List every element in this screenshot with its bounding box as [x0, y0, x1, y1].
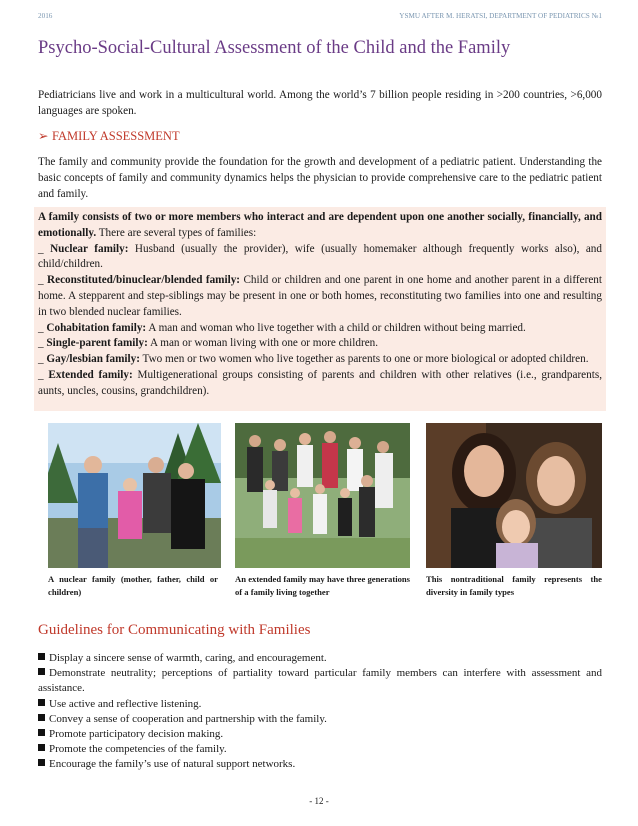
- family-type-item: _ Nuclear family: Husband (usually the provider), wife (usually homemaker although frequently works also), and child/children.: [38, 242, 602, 271]
- family-types-text: [38, 210, 602, 400]
- figure-caption: An extended family may have three generations of a family living together: [235, 574, 410, 597]
- section-heading-guidelines: Guidelines for Communicating with Families: [38, 622, 311, 638]
- list-item: Demonstrate neutrality; perceptions of partiality toward particular family members can interfere with assessment and assistance.: [38, 667, 602, 695]
- family-type-item: _ Cohabitation family: A man and woman who live together with a child or children without being married.: [38, 321, 526, 334]
- guidelines-list: [38, 651, 602, 773]
- list-item: Promote participatory decision making.: [38, 727, 602, 742]
- section-heading-family-assessment: [38, 128, 180, 144]
- family-definition: A family consists of two or more members who interact and are dependent upon one another socially, financially, and emotionally.: [38, 211, 602, 239]
- square-bullet-icon: [38, 699, 45, 706]
- square-bullet-icon: [38, 759, 45, 766]
- family-type-item: _ Reconstituted/binuclear/blended family: Child or children and one parent in one home and another parent in a different home. A stepparent and step-siblings may be present in one or both homes, reconstituting two families into one and resulting in two blended nuclear families.: [38, 274, 602, 318]
- running-header: [38, 12, 602, 26]
- figure-caption: A nuclear family (mother, father, child or children): [48, 574, 218, 597]
- nuclear-family-photo: [48, 423, 221, 568]
- list-item: Convey a sense of cooperation and partnership with the family.: [38, 712, 602, 727]
- family-type-item: _ Gay/lesbian family: Two men or two women who live together as parents to one or more biological or adopted children.: [38, 353, 589, 366]
- list-item: Display a sincere sense of warmth, caring, and encouragement.: [38, 651, 602, 666]
- list-item: Encourage the family’s use of natural support networks.: [38, 757, 602, 772]
- square-bullet-icon: [38, 729, 45, 736]
- page-title: Psycho-Social-Cultural Assessment of the Child and the Family: [38, 38, 511, 58]
- arrow-bullet-icon: ➢: [38, 129, 49, 143]
- family-types-box: [34, 207, 606, 411]
- extended-family-photo: [235, 423, 410, 568]
- page-number: - 12 -: [309, 796, 329, 806]
- list-item: Use active and reflective listening.: [38, 697, 602, 712]
- family-paragraph: The family and community provide the foundation for the growth and development of a pediatric patient. Understanding the basic concepts of family and community dynamics helps the physician to provide comprehensive care to the pediatric patient and family.: [38, 156, 602, 200]
- header-year: 2016: [38, 12, 53, 20]
- list-item: Promote the competencies of the family.: [38, 742, 602, 757]
- square-bullet-icon: [38, 744, 45, 751]
- figure-caption: This nontraditional family represents the diversity in family types: [426, 574, 602, 597]
- family-type-item: _ Extended family: Multigenerational groups consisting of parents and children with other relatives (i.e., grandparents, aunts, uncles, cousins, grandchildren).: [38, 368, 603, 397]
- section-heading-label: FAMILY ASSESSMENT: [52, 129, 180, 143]
- header-department: YSMU AFTER M. HERATSI, DEPARTMENT OF PEDIATRICS №1: [399, 12, 602, 20]
- square-bullet-icon: [38, 668, 45, 675]
- intro-paragraph: Pediatricians live and work in a multicultural world. Among the world’s 7 billion people residing in >200 countries, >6,000 languages are spoken.: [38, 89, 602, 117]
- square-bullet-icon: [38, 714, 45, 721]
- square-bullet-icon: [38, 653, 45, 660]
- family-type-item: _ Single-parent family: A man or woman living with one or more children.: [38, 337, 379, 350]
- family-types-intro: There are several types of families:: [96, 226, 257, 239]
- nontraditional-family-photo: [426, 423, 602, 568]
